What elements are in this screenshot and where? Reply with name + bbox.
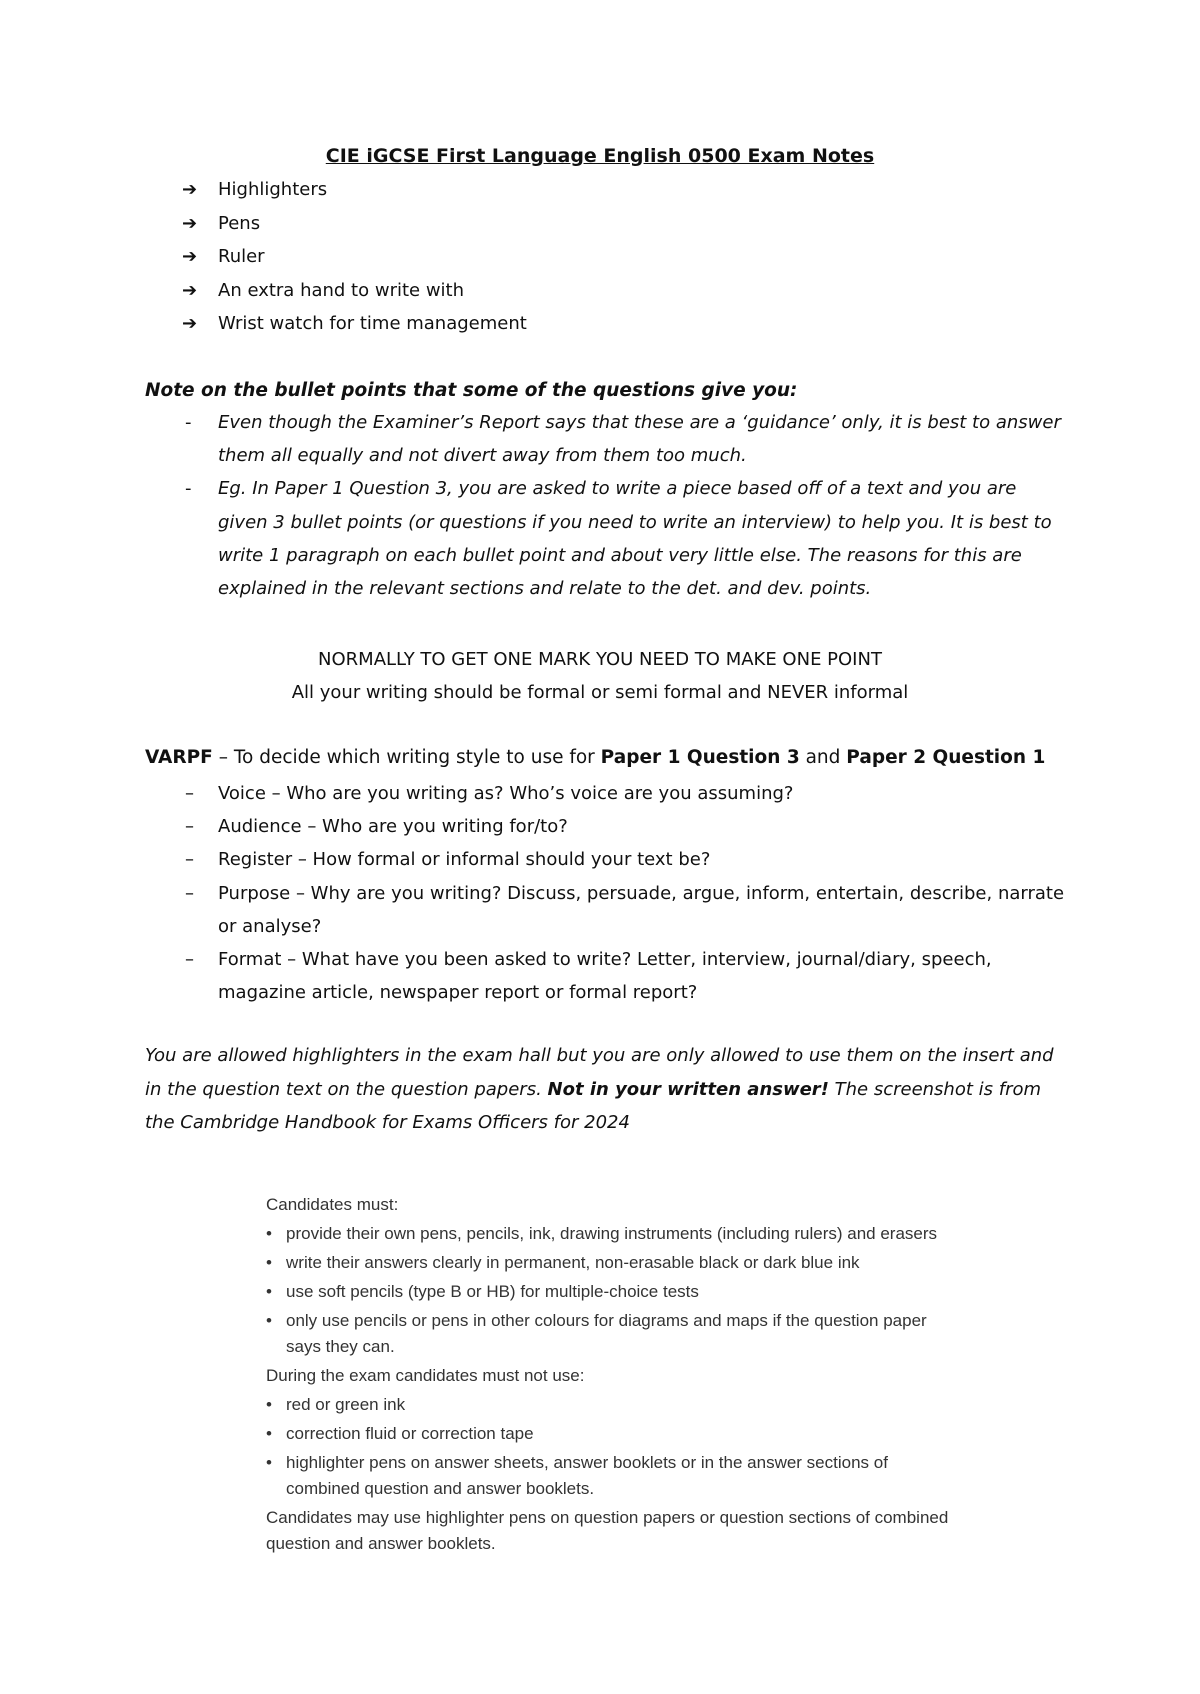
list-item: • write their answers clearly in permanent, non-erasable black or dark blue ink xyxy=(266,1250,966,1276)
list-item: • only use pencils or pens in other colours for diagrams and maps if the question paper says they can. xyxy=(266,1308,966,1360)
bullet-dot-icon: • xyxy=(266,1453,272,1472)
list-item: – Audience – Who are you writing for/to? xyxy=(145,810,1065,843)
dash-marker: – xyxy=(185,816,194,838)
varpf-label: VARPF xyxy=(145,747,213,768)
list-item: – Purpose – Why are you writing? Discuss, persuade, argue, inform, entertain, describe, narrate or analyse? xyxy=(145,877,1065,943)
bullet-dot-icon: • xyxy=(266,1424,272,1443)
page-title: CIE iGCSE First Language English 0500 Exam Notes xyxy=(325,145,875,167)
equipment-list xyxy=(182,178,527,346)
list-item: • provide their own pens, pencils, ink, drawing instruments (including rulers) and erasers xyxy=(266,1221,966,1247)
bullet-dot-icon: • xyxy=(266,1224,272,1243)
list-item: – Register – How formal or informal should your text be? xyxy=(145,843,1065,876)
list-item: ➔ Pens xyxy=(182,212,261,234)
bullet-note-heading: Note on the bullet points that some of the questions give you: xyxy=(145,380,798,401)
arrow-right-icon: ➔ xyxy=(182,313,198,334)
bullet-dot-icon: • xyxy=(266,1282,272,1301)
dash-marker: – xyxy=(185,882,194,904)
bullet-dot-icon: • xyxy=(266,1311,272,1330)
handbook-screenshot xyxy=(266,1192,966,1557)
dash-marker: - xyxy=(185,412,192,433)
list-item: ➔ Ruler xyxy=(182,246,265,267)
list-item: – Voice – Who are you writing as? Who’s voice are you assuming? xyxy=(145,777,1065,810)
must-list xyxy=(266,1221,966,1360)
list-item: - Eg. In Paper 1 Question 3, you are asked to write a piece based off of a text and you are given 3 bullet points (or questions if you need to write an interview) to help you. It is best to write 1 paragraph on each bullet point and about very little else. The reasons for this are explained in the relevant sections and relate to the det. and dev. points. xyxy=(145,472,1065,605)
arrow-right-icon: ➔ xyxy=(182,179,198,200)
list-item: ➔ Wrist watch for time management xyxy=(182,313,527,334)
list-item: • use soft pencils (type B or HB) for multiple-choice tests xyxy=(266,1279,966,1305)
bullet-dot-icon: • xyxy=(266,1253,272,1272)
paper2-label: Paper 2 Question 1 xyxy=(846,747,1046,768)
list-item: – Format – What have you been asked to write? Letter, interview, journal/diary, speech, magazine article, newspaper report or formal report? xyxy=(145,943,1065,1009)
varpf-list xyxy=(145,777,1065,1009)
highlighter-warning: Not in your written answer! xyxy=(547,1078,829,1100)
dash-marker: – xyxy=(185,783,194,804)
list-item: ➔ An extra hand to write with xyxy=(182,279,465,301)
arrow-right-icon: ➔ xyxy=(182,246,198,267)
arrow-right-icon: ➔ xyxy=(182,212,198,234)
highlighter-note: You are allowed highlighters in the exam hall but you are only allowed to use them on the insert and in the question text on the question papers. Not in your written answer! The screenshot is from the Cambridge Handbook for Exams Officers for 2024 xyxy=(145,1045,1054,1133)
dash-marker: - xyxy=(185,478,192,500)
must-not-list xyxy=(266,1392,966,1502)
dash-marker: – xyxy=(185,849,194,871)
arrow-right-icon: ➔ xyxy=(182,279,198,301)
list-item: ➔ Highlighters xyxy=(182,179,328,200)
paper1-label: Paper 1 Question 3 xyxy=(600,747,800,768)
list-item: • highlighter pens on answer sheets, answer booklets or in the answer sections of combined question and answer booklets. xyxy=(266,1450,966,1502)
closing-text: Candidates may use highlighter pens on question papers or question sections of combined question and answer booklets. xyxy=(266,1508,949,1553)
list-item: • red or green ink xyxy=(266,1392,966,1418)
formality-line: All your writing should be formal or semi formal and NEVER informal xyxy=(291,682,909,703)
varpf-heading: VARPF – To decide which writing style to use for Paper 1 Question 3 and Paper 2 Question 1 xyxy=(145,747,1046,768)
bullet-dot-icon: • xyxy=(266,1395,272,1414)
mark-rule-line: NORMALLY TO GET ONE MARK YOU NEED TO MAKE ONE POINT xyxy=(318,649,882,670)
dash-marker: – xyxy=(185,949,194,971)
must-not-heading: During the exam candidates must not use: xyxy=(266,1366,585,1385)
list-item: - Even though the Examiner’s Report says that these are a ‘guidance’ only, it is best to answer them all equally and not divert away from them too much. xyxy=(145,406,1065,472)
must-heading: Candidates must: xyxy=(266,1195,399,1214)
list-item: • correction fluid or correction tape xyxy=(266,1421,966,1447)
bullet-note-list xyxy=(145,406,1065,605)
